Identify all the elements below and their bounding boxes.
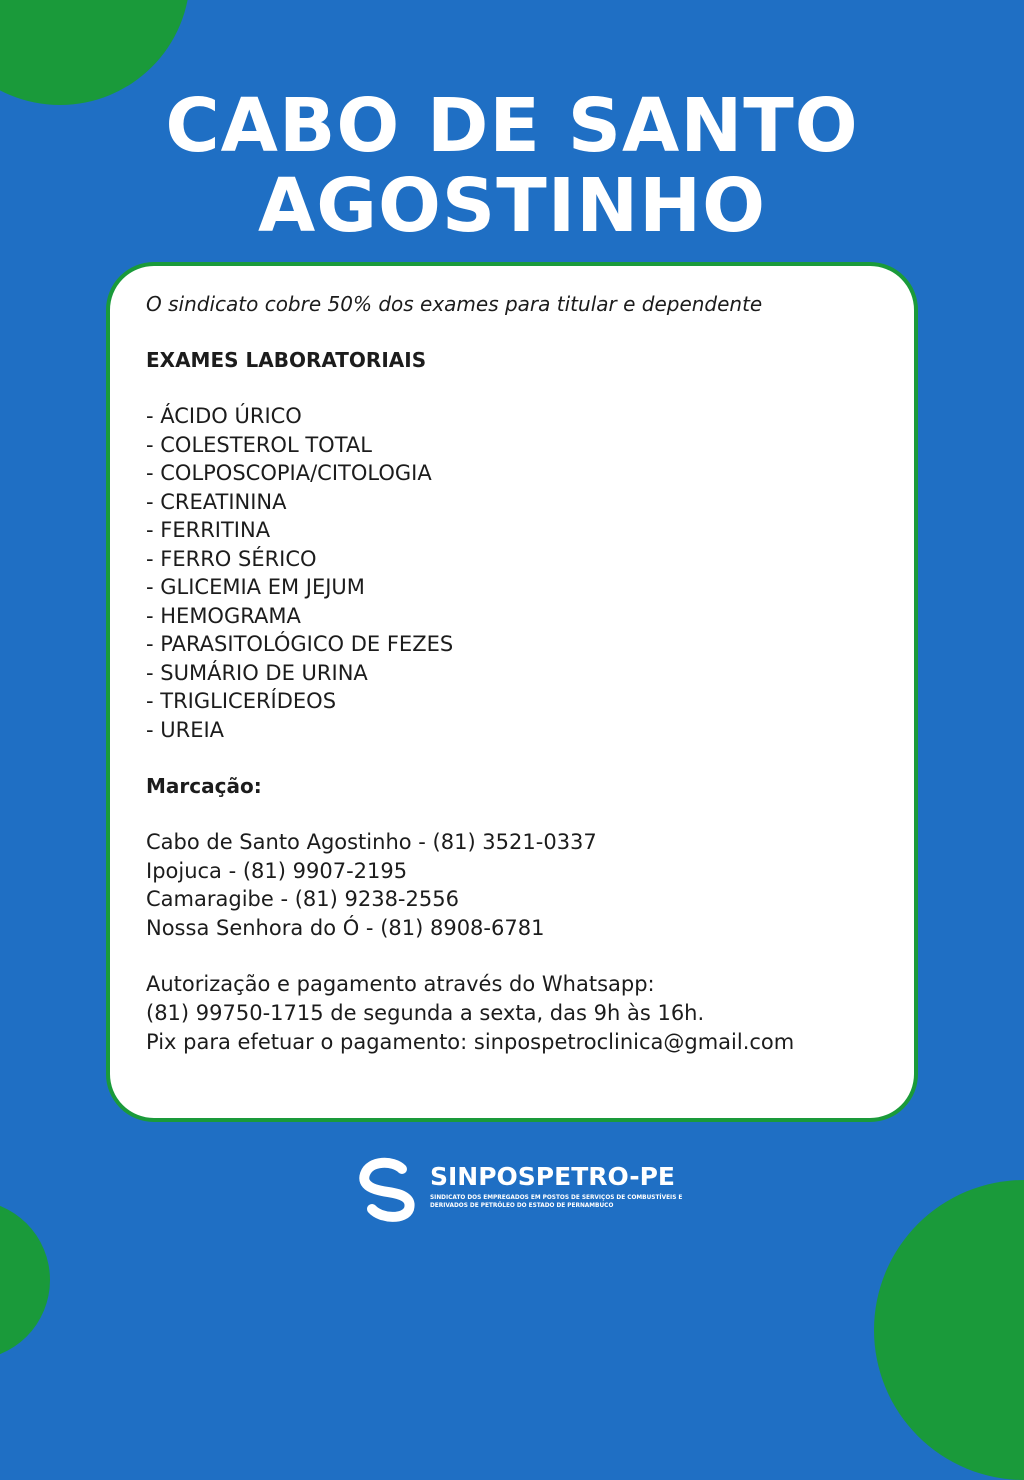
- booking-phone: Nossa Senhora do Ó - (81) 8908-6781: [146, 915, 545, 940]
- exam-item: - PARASITOLÓGICO DE FEZES: [146, 632, 454, 656]
- s-logo-icon: [352, 1152, 424, 1224]
- exam-item: - GLICEMIA EM JEJUM: [146, 575, 365, 599]
- exam-item: - CREATININA: [146, 489, 287, 514]
- exams-heading: EXAMES LABORATORIAIS: [146, 348, 427, 372]
- booking-phone: Camaragibe - (81) 9238-2556: [146, 887, 459, 911]
- exam-item: - FERRITINA: [146, 518, 271, 542]
- green-circle-bottom-right: [874, 1180, 1024, 1480]
- exam-item: - FERRO SÉRICO: [146, 546, 317, 571]
- booking-phone: Ipojuca - (81) 9907-2195: [146, 858, 408, 883]
- authorization-line-2: (81) 99750-1715 de segunda a sexta, das 9h às 16h.: [146, 1001, 705, 1025]
- card-content: [146, 290, 894, 1057]
- green-circle-bottom-left: [0, 1200, 50, 1360]
- authorization-line-1: Autorização e pagamento através do Whatsapp:: [146, 972, 655, 996]
- exam-item: - UREIA: [146, 717, 225, 742]
- authorization-info: [146, 970, 894, 1028]
- booking-heading: Marcação:: [146, 774, 262, 798]
- exam-item: - SUMÁRIO DE URINA: [146, 660, 368, 685]
- title-line-2: AGOSTINHO: [258, 163, 766, 249]
- logo-name: SINPOSPETRO-PE: [430, 1162, 676, 1191]
- logo-subtitle: SINDICATO DOS EMPREGADOS EM POSTOS DE SERVIÇOS DE COMBUSTÍVEIS E DERIVADOS DE PETRÓLEO DO ESTADO DE PERNAMBUCO: [430, 1195, 683, 1209]
- coverage-note: O sindicato cobre 50% dos exames para titular e dependente: [146, 292, 763, 316]
- info-card: [106, 262, 918, 1122]
- exams-list: [146, 402, 894, 744]
- exam-item: - COLESTEROL TOTAL: [146, 432, 372, 457]
- exam-item: - HEMOGRAMA: [146, 603, 301, 628]
- sinpospetro-logo: [352, 1152, 692, 1224]
- page-title: [0, 83, 1024, 249]
- booking-list: [146, 828, 894, 942]
- pix-info: Pix para efetuar o pagamento: sinpospetroclinica@gmail.com: [146, 1030, 795, 1054]
- booking-phone: Cabo de Santo Agostinho - (81) 3521-0337: [146, 830, 597, 854]
- exam-item: - ÁCIDO ÚRICO: [146, 404, 302, 428]
- exam-item: - TRIGLICERÍDEOS: [146, 689, 337, 713]
- title-line-1: CABO DE SANTO: [165, 83, 859, 169]
- exam-item: - COLPOSCOPIA/CITOLOGIA: [146, 461, 432, 485]
